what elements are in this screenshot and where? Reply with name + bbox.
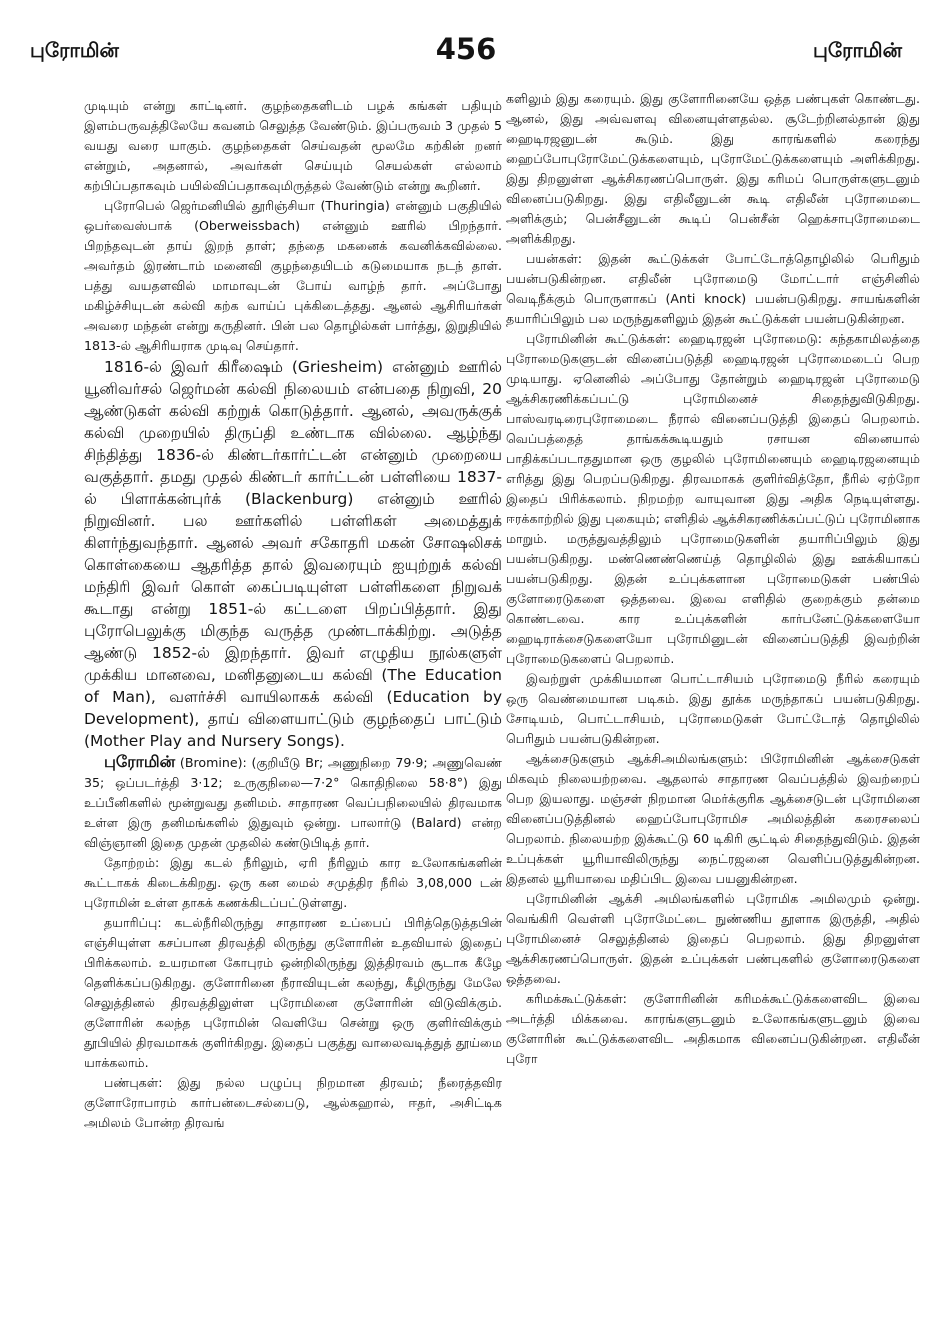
paragraph: புரோமினின் கூட்டுக்கள்: ஹைடிரஜன் புரோமைடு: கந்தகாமிலத்தை புரோமைடுகளுடன் வினைப்படுத்தி ஹைடிரஜன் புரோமைடைப் பெற முடியாது. ஏனெனில் அப்போது தோன்றும் ஹைடிரஜன் புரோமைடு ஆக்சிகரணிக்கப்பட்டு புரோமினைச் சிதைந்துவிடுகிறது. பாஸ்வரடிரைபுரோமைடை நீரால் வினைப்படுத்தி இதைப் பெறலாம். வெப்பத்தைத் தாங்கக்கூடியதும் ரசாயன வினையால் பாதிக்கப்படாததுமான ஒரு குழலில் புரோமினையும் ஹைடிரஜனையும் எரித்து இது பெறப்படுகிறது. திரவமாகக் குளிர்வித்தோ, நீரில் ஏற்றோ இதைப் பிரிக்கலாம். நிறமற்ற வாயுவான இது அதிக நெடியுள்ளது. ஈரக்காற்றில் இது புகையும்; எளிதில் ஆக்சிகரணிக்கப்பட்டுப் புரோமினாக மாறும். மருத்துவத்திலும் புரோமைடுகளின் தயாரிப்பிலும் இது பயன்படுகிறது. மண்ணெண்ணெய்த் தொழிலில் இது ஊக்கியாகப் பயன்படுகிறது. இதன் உப்புக்களான புரோமைடுகள் பண்பில் குளோரைடுகளை ஒத்தவை. இவை எளிதில் குறைக்கும் தன்மை கொண்டவை. கார உப்புக்களின் கார்பனேட்டுக்களையோ ஹைடிராக்சைடுகளையோ புரோமினுடன் வினைப்படுத்தி இவற்றின் புரோமைடுகளைப் பெறலாம்.: [506, 331, 920, 666]
entry-text: (Bromine): (குறியீடு Br; அணுநிறை 79·9; அணுவெண் 35; ஒப்படர்த்தி 3·12; உருகுநிலை—7·2° கொதிநிலை 58·8°) இது உப்பீனிகளில் மூன்றுவது தனிமம். சாதாரண வெப்பநிலையில் திரவமாக உள்ள இரு தனிமங்களில் இதுவும் ஒன்று. பாலார்டு (Balard) என்ற விஞ்ஞானி இதை முதன் முதலில் கண்டுபிடித் தார்.: [84, 755, 502, 850]
left-column: [84, 96, 502, 1133]
page-number: 456: [435, 32, 497, 66]
paragraph: தயாரிப்பு: கடல்நீரிலிருந்து சாதாரண உப்பைப் பிரித்தெடுத்தபின் எஞ்சியுள்ள கசப்பான திரவத்தி லிருந்து குளோரின் உதவியால் இதைப் பிரிக்கலாம். உயரமான கோபுரம் ஒன்றிலிருந்து இத்திரவம் சூடாக கீழே தெளிக்கப்படுகிறது. குளோரினை நீராவியுடன் கலந்து, கீழிருந்து மேலே செலுத்தினல் திரவத்திலுள்ள புரோமினை குளோரின் விடுவிக்கும். குளோரின் கலந்த புரோமின் வெளியே சென்று ஒரு குளிர்விக்கும் தூபியில் திரவமாகக் குளிர்கிறது. இதைப் பகுத்து வாலைவடித்துத் தூய்மை யாக்கலாம்.: [84, 915, 502, 1070]
paragraph: பண்புகள்: இது நல்ல பழுப்பு நிறமான திரவம்; நீரைத்தவிர குளோரோபாரம் கார்பன்டைசல்பைடு, ஆல்கஹால், ஈதர், அசிட்டிக அமிலம் போன்ற திரவங்: [84, 1075, 502, 1130]
paragraph: 1816-ல் இவர் கிரீஷைம் (Griesheim) என்னும் ஊரில் யூனிவர்சல் ஜெர்மன் கல்வி நிலையம் என்பதை நிறுவி, 20 ஆண்டுகள் கல்வி கற்றுக் கொடுத்தார். ஆனல், அவருக்குக் கல்வி முறையில் திருப்தி உண்டாக வில்லை. ஆழ்ந்து சிந்தித்து 1836-ல் கிண்டர்கார்ட்டன் என்னும் முறையை வகுத்தார். தமது முதல் கிண்டர் கார்ட்டன் பள்ளியை 1837-ல் பிளாக்கன்புர்க் (Blackenburg) என்னும் ஊரில் நிறுவினர். பல ஊர்களில் பள்ளிகள் அமைத்துக் கிளர்ந்துவந்தார். ஆனல் அவர் சகோதரி மகன் சோஷலிசக் கொள்கையை ஆதரித்த தால் இவரையும் ஐயுற்றுக் கல்வி மந்திரி இவர் கொள் கைப்படியுள்ள பள்ளிகளை நிறுவக் கூடாது என்று 1851-ல் கட்டளை பிறப்பித்தார். இது புரோபெலுக்கு மிகுந்த வருத்த முண்டாக்கிற்று. அடுத்த ஆண்டு 1852-ல் இறந்தார். இவர் எழுதிய நூல்களுள் முக்கிய மானவை, மனிதனுடைய கல்வி (The Education of Man), வளர்ச்சி வாயிலாகக் கல்வி (Education by Development), தாய் விளையாட்டும் குழந்தைப் பாட்டும் (Mother Play and Nursery Songs).: [84, 358, 502, 750]
paragraph: களிலும் இது கரையும். இது குளோரினையே ஒத்த பண்புகள் கொண்டது. ஆனல், இது அவ்வளவு வினையுள்ளதல்ல. சூடேற்றினல்தான் இது ஹைடிரஜனுடன் கூடும். இது காரங்களில் கரைந்து ஹைப்போபுரோமேட்டுக்களையும், புரோமேட்டுக்களையும் அளிக்கிறது. இது திறனுள்ள ஆக்சிகரணப்பொருள். இது கரிமப் பொருள்களுடனும் வினைப்படுகிறது. இது எதிலீனுடன் கூடி எதிலீன் புரோமைடை அளிக்கும்; பென்சீனுடன் கூடிப் பென்சீன் ஹெக்சாபுரோமைடை அளிக்கிறது.: [506, 91, 920, 246]
entry-paragraph: [84, 752, 502, 853]
page-header: [30, 32, 902, 72]
right-column: [506, 89, 920, 1069]
paragraph: புரோமினின் ஆக்சி அமிலங்களில் புரோமிக அமிலமும் ஒன்று. வெங்கிரி வெள்ளி புரோமேட்டை நுண்ணிய தூளாக இருத்தி, அதில் புரோமினைச் செலுத்தினல் இதைப் பெறலாம். இது திறனுள்ள ஆக்சிகரணப்பொருள். இதன் உப்புக்கள் பண்புகளில் குளோரைடுகளை ஒத்தவை.: [506, 891, 920, 986]
paragraph: கரிமக்கூட்டுக்கள்: குளோரினின் கரிமக்கூட்டுக்களைவிட இவை அடர்த்தி மிக்கவை. காரங்களுடனும் உலோகங்களுடனும் இவை குளோரின் கூட்டுக்களைவிட அதிகமாக வினைப்படுகின்றன. எதிலீன் புரோ: [506, 991, 920, 1066]
paragraph: தோற்றம்: இது கடல் நீரிலும், ஏரி நீரிலும் கார உலோகங்களின் கூட்டாகக் கிடைக்கிறது. ஒரு கன மைல் சமுத்திர நீரில் 3,08,000 டன் புரோமின் உள்ள தாகக் கணக்கிடப்பட்டுள்ளது.: [84, 855, 502, 910]
paragraph: புரோபெல் ஜெர்மனியில் தூரிஞ்சியா (Thuringia) என்னும் பகுதியில் ஒபர்வைஸ்பாக் (Oberweissbach) என்னும் ஊரில் பிறந்தார். பிறந்தவுடன் தாய் இறந் தாள்; தந்தை மகனைக் கவனிக்கவில்லை. அவர்தம் இரண்டாம் மனைவி குழந்தையிடம் கடுமையாக நடந் தாள். பத்து வயதளவில் மாமாவுடன் போய் வாழ்ந் தார். அப்போது மகிழ்ச்சியுடன் கல்வி கற்க வாய்ப் புக்கிடைத்தது. ஆனல் ஆசிரியர்கள் அவரை மந்தன் என்று கருதினர். பின் பல தொழில்கள் பார்த்து, இறுதியில் 1813-ல் ஆசிரியராக முடிவு செய்தார்.: [84, 198, 502, 353]
running-head-left: புரோமின்: [30, 38, 119, 62]
paragraph: இவற்றுள் முக்கியமான பொட்டாசியம் புரோமைடு நீரில் கரையும் ஒரு வெண்மையான படிகம். இது தூக்க மருந்தாகப் பயன்படுகிறது. சோடியம், பொட்டாசியம், புரோமைடுகள் போட்டோத் தொழிலில் பெரிதும் பயன்படுகின்றன.: [506, 671, 920, 746]
running-head-right: புரோமின்: [813, 38, 902, 62]
paragraph: ஆக்சைடுகளும் ஆக்சிஅமிலங்களும்: பிரோமினின் ஆக்சைடுகள் மிகவும் நிலையற்றவை. ஆதலால் சாதாரண வெப்பத்தில் இவற்றைப் பெற இயலாது. மஞ்சள் நிறமான மெர்க்குரிக ஆக்சைடுடன் புரோமினை வினைப்படுத்தினல் ஹைப்போபுரோமிச அமிலத்தின் கரைசலைப் பெறலாம். நிலையற்ற இக்கூட்டு 60 டிகிரி சூட்டில் சிதைந்துவிடும். இதன் உப்புக்கள் யூரியாவிலிருந்து நைட்ரஜனை வெளிப்படுத்துகின்றன. இதனல் யூரியாவை மதிப்பிட இவை பயனுகின்றன.: [506, 751, 920, 886]
paragraph: முடியும் என்று காட்டினர். குழந்தைகளிடம் பழக் கங்கள் பதியும் இளம்பருவத்திலேயே கவனம் செலுத்த வேண்டும். இப்பருவம் 3 முதல் 5 வயது வரை யாகும். குழந்தைகள் செய்வதன் மூலமே கற்கின் றனர் என்றும், அதனால், அவர்கள் செய்யும் செயல்கள் எல்லாம் கற்பிப்பதாகவும் பயில்விப்பதாகவுமிருத்தல் வேண்டும் என்று கூறினர்.: [84, 98, 502, 193]
entry-heading: புரோமின்: [104, 752, 176, 771]
paragraph: பயன்கள்: இதன் கூட்டுக்கள் போட்டோத்தொழிலில் பெரிதும் பயன்படுகின்றன. எதிலீன் புரோமைடு மோட்டார் எஞ்சினில் வெடிநீக்கும் பொருளாகப் (Anti knock) பயன்படுகிறது. சாயங்களின் தயாரிப்பிலும் பல மருந்துகளிலும் இதன் கூட்டுக்கள் பயன்படுகின்றன.: [506, 251, 920, 326]
